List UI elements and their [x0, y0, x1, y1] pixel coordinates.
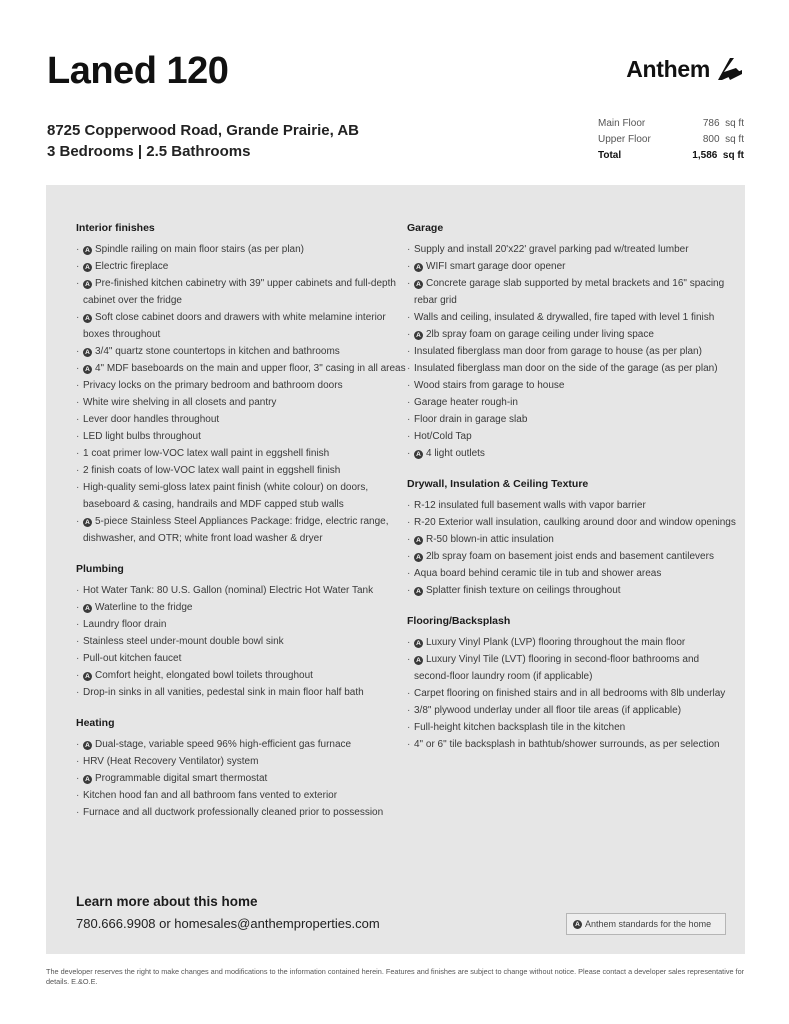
feature-text: Waterline to the fridge — [95, 602, 193, 613]
bullet-icon: · — [407, 568, 411, 579]
feature-item — [76, 428, 406, 445]
anthem-standard-icon: A — [414, 639, 423, 648]
feature-item — [76, 667, 406, 684]
feature-item — [76, 513, 406, 547]
features-column-right — [407, 219, 737, 766]
anthem-standard-icon: A — [414, 656, 423, 665]
feature-item — [76, 599, 406, 616]
feature-section — [76, 560, 406, 701]
bullet-icon: · — [407, 380, 411, 391]
feature-item — [76, 377, 406, 394]
area-label: Total — [598, 150, 622, 161]
feature-list — [76, 582, 406, 701]
bullet-icon: · — [76, 585, 80, 596]
feature-text: 4" or 6" tile backsplash in bathtub/shower surrounds, as per selection — [414, 739, 720, 750]
feature-item — [407, 548, 737, 565]
feature-text: Luxury Vinyl Tile (LVT) flooring in second-floor bathrooms and second-floor laundry room (if applicable) — [414, 654, 700, 682]
feature-text: Spindle railing on main floor stairs (as per plan) — [95, 244, 304, 255]
legend-label: Anthem standards for the home — [585, 919, 712, 929]
feature-text: 2 finish coats of low-VOC latex wall paint in eggshell finish — [83, 465, 341, 476]
feature-list — [407, 497, 737, 599]
area-value: 1,586 — [692, 150, 718, 161]
feature-text: Concrete garage slab supported by metal brackets and 16" spacing rebar grid — [414, 278, 725, 306]
anthem-standard-icon: A — [83, 775, 92, 784]
anthem-standard-icon: A — [83, 280, 92, 289]
feature-item — [407, 497, 737, 514]
feature-list — [407, 241, 737, 462]
feature-item — [76, 633, 406, 650]
feature-item — [407, 531, 737, 548]
feature-item — [76, 616, 406, 633]
feature-item — [407, 445, 737, 462]
area-row-upper — [598, 132, 744, 148]
feature-text: Splatter finish texture on ceilings throughout — [426, 585, 621, 596]
section-title: Plumbing — [76, 563, 124, 575]
anthem-standard-icon: A — [414, 263, 423, 272]
brand-name: Anthem — [626, 55, 710, 82]
feature-text: WIFI smart garage door opener — [426, 261, 566, 272]
feature-item — [407, 275, 737, 309]
feature-item — [76, 479, 406, 513]
bullet-icon: · — [76, 516, 80, 527]
feature-item — [407, 634, 737, 651]
bullet-icon: · — [407, 705, 411, 716]
area-unit: sq ft — [722, 150, 744, 161]
feature-item — [407, 428, 737, 445]
feature-text: Kitchen hood fan and all bathroom fans vented to exterior — [83, 790, 338, 801]
area-unit: sq ft — [725, 134, 744, 145]
feature-item — [76, 787, 406, 804]
feature-item — [76, 343, 406, 360]
anthem-standard-icon: A — [414, 331, 423, 340]
feature-item — [407, 394, 737, 411]
bullet-icon: · — [76, 773, 80, 784]
bullet-icon: · — [76, 619, 80, 630]
feature-item — [407, 651, 737, 685]
anthem-standard-icon: A — [83, 314, 92, 323]
anthem-standard-icon: A — [414, 587, 423, 596]
feature-item — [407, 514, 737, 531]
anthem-standard-icon: A — [83, 518, 92, 527]
area-label: Main Floor — [598, 118, 646, 129]
bullet-icon: · — [407, 722, 411, 733]
feature-section — [407, 219, 737, 462]
feature-text: 2lb spray foam on garage ceiling under living space — [426, 329, 654, 340]
feature-item — [76, 804, 406, 821]
feature-item — [407, 685, 737, 702]
feature-item — [76, 258, 406, 275]
feature-text: Wood stairs from garage to house — [414, 380, 565, 391]
feature-text: Walls and ceiling, insulated & drywalled, fire taped with level 1 finish — [414, 312, 715, 323]
bullet-icon: · — [76, 636, 80, 647]
bullet-icon: · — [76, 807, 80, 818]
feature-text: R-12 insulated full basement walls with vapor barrier — [414, 500, 646, 511]
feature-text: R-20 Exterior wall insulation, caulking around door and window openings — [414, 517, 736, 528]
feature-text: 4" MDF baseboards on the main and upper floor, 3" casing in all areas — [95, 363, 406, 374]
area-row-main — [598, 116, 744, 132]
feature-section — [76, 714, 406, 821]
feature-item — [407, 360, 737, 377]
feature-text: Hot/Cold Tap — [414, 431, 472, 442]
standards-legend — [566, 913, 726, 935]
learn-more-heading: Learn more about this home — [76, 894, 258, 909]
anthem-standard-icon: A — [83, 741, 92, 750]
area-label: Upper Floor — [598, 134, 651, 145]
section-title: Interior finishes — [76, 222, 155, 234]
bullet-icon: · — [407, 448, 411, 459]
feature-text: Programmable digital smart thermostat — [95, 773, 268, 784]
bullet-icon: · — [76, 653, 80, 664]
feature-text: White wire shelving in all closets and pantry — [83, 397, 277, 408]
feature-text: Stainless steel under-mount double bowl sink — [83, 636, 284, 647]
feature-section — [76, 219, 406, 547]
bullet-icon: · — [407, 534, 411, 545]
feature-text: Comfort height, elongated bowl toilets throughout — [95, 670, 313, 681]
feature-text: Lever door handles throughout — [83, 414, 220, 425]
feature-item — [407, 377, 737, 394]
feature-item — [407, 702, 737, 719]
bullet-icon: · — [407, 363, 411, 374]
feature-text: Dual-stage, variable speed 96% high-efficient gas furnace — [95, 739, 352, 750]
bullet-icon: · — [76, 687, 80, 698]
feature-section — [407, 475, 737, 599]
bullet-icon: · — [407, 551, 411, 562]
feature-item — [76, 411, 406, 428]
feature-text: Furnace and all ductwork professionally cleaned prior to possession — [83, 807, 384, 818]
feature-item — [407, 258, 737, 275]
feature-section — [407, 612, 737, 753]
feature-text: Insulated fiberglass man door from garage to house (as per plan) — [414, 346, 702, 357]
feature-text: Electric fireplace — [95, 261, 169, 272]
area-value: 786 — [702, 118, 720, 129]
bullet-icon: · — [407, 637, 411, 648]
feature-item — [76, 684, 406, 701]
feature-text: Insulated fiberglass man door on the side of the garage (as per plan) — [414, 363, 718, 374]
feature-text: Aqua board behind ceramic tile in tub and shower areas — [414, 568, 662, 579]
bed-bath-summary: 3 Bedrooms | 2.5 Bathrooms — [47, 143, 251, 160]
feature-item — [76, 309, 406, 343]
features-panel — [46, 185, 745, 954]
brand-logo-block — [626, 54, 744, 84]
bullet-icon: · — [407, 688, 411, 699]
feature-text: 2lb spray foam on basement joist ends and basement cantilevers — [426, 551, 714, 562]
feature-text: Luxury Vinyl Plank (LVP) flooring throughout the main floor — [426, 637, 686, 648]
bullet-icon: · — [76, 465, 80, 476]
bullet-icon: · — [76, 482, 80, 493]
feature-text: 1 coat primer low-VOC latex wall paint in eggshell finish — [83, 448, 330, 459]
area-row-total — [598, 148, 744, 164]
bullet-icon: · — [76, 380, 80, 391]
feature-item — [407, 343, 737, 360]
feature-item — [407, 309, 737, 326]
section-title: Heating — [76, 717, 115, 729]
bullet-icon: · — [76, 244, 80, 255]
bullet-icon: · — [76, 756, 80, 767]
bullet-icon: · — [407, 654, 411, 665]
feature-text: Floor drain in garage slab — [414, 414, 528, 425]
area-value: 800 — [702, 134, 720, 145]
features-column-left — [76, 219, 406, 834]
feature-item — [407, 326, 737, 343]
feature-text: 3/4" quartz stone countertops in kitchen and bathrooms — [95, 346, 340, 357]
feature-text: Soft close cabinet doors and drawers with white melamine interior boxes throughout — [83, 312, 386, 340]
feature-item — [76, 394, 406, 411]
bullet-icon: · — [76, 363, 80, 374]
anthem-standard-icon: A — [83, 263, 92, 272]
bullet-icon: · — [407, 329, 411, 340]
feature-item — [76, 445, 406, 462]
bullet-icon: · — [407, 346, 411, 357]
bullet-icon: · — [407, 312, 411, 323]
feature-text: HRV (Heat Recovery Ventilator) system — [83, 756, 259, 767]
bullet-icon: · — [76, 431, 80, 442]
bullet-icon: · — [76, 670, 80, 681]
bullet-icon: · — [76, 448, 80, 459]
feature-text: LED light bulbs throughout — [83, 431, 201, 442]
feature-item — [76, 753, 406, 770]
bullet-icon: · — [407, 431, 411, 442]
feature-text: Pull-out kitchen faucet — [83, 653, 182, 664]
feature-item — [407, 565, 737, 582]
area-table — [598, 116, 744, 164]
property-address: 8725 Copperwood Road, Grande Prairie, AB — [47, 122, 360, 139]
bullet-icon: · — [407, 397, 411, 408]
bullet-icon: · — [407, 414, 411, 425]
anthem-standard-icon: A — [83, 604, 92, 613]
feature-item — [407, 736, 737, 753]
bullet-icon: · — [76, 261, 80, 272]
feature-item — [76, 360, 406, 377]
feature-list — [407, 634, 737, 753]
section-title: Flooring/Backsplash — [407, 615, 511, 627]
feature-list — [76, 241, 406, 547]
feature-text: Privacy locks on the primary bedroom and bathroom doors — [83, 380, 343, 391]
feature-item — [76, 650, 406, 667]
bullet-icon: · — [76, 312, 80, 323]
feature-item — [76, 736, 406, 753]
anthem-logo-icon — [714, 54, 744, 84]
feature-item — [407, 411, 737, 428]
anthem-standard-icon: A — [83, 246, 92, 255]
bullet-icon: · — [76, 346, 80, 357]
feature-item — [407, 719, 737, 736]
bullet-icon: · — [76, 397, 80, 408]
bullet-icon: · — [407, 278, 411, 289]
disclaimer-text: The developer reserves the right to make changes and modifications to the information contained herein. Features and finishes are subject to change without notice. Please contact a developer sales representative for details. E.&O.E. — [46, 967, 745, 986]
feature-item — [76, 241, 406, 258]
feature-text: R-50 blown-in attic insulation — [426, 534, 554, 545]
anthem-standard-icon: A — [414, 450, 423, 459]
section-title: Garage — [407, 222, 444, 234]
bullet-icon: · — [407, 517, 411, 528]
bullet-icon: · — [76, 602, 80, 613]
feature-text: High-quality semi-gloss latex paint finish (white colour) on doors, baseboard & casing, handrails and MDF capped stub walls — [83, 482, 369, 510]
anthem-standard-icon: A — [573, 920, 582, 929]
feature-text: Full-height kitchen backsplash tile in the kitchen — [414, 722, 626, 733]
feature-text: Garage heater rough-in — [414, 397, 518, 408]
feature-text: Supply and install 20'x22' gravel parking pad w/treated lumber — [414, 244, 689, 255]
bullet-icon: · — [407, 500, 411, 511]
bullet-icon: · — [76, 278, 80, 289]
bullet-icon: · — [407, 585, 411, 596]
anthem-standard-icon: A — [414, 536, 423, 545]
feature-item — [76, 770, 406, 787]
page-title: Laned 120 — [47, 50, 229, 92]
feature-text: Carpet flooring on finished stairs and in all bedrooms with 8lb underlay — [414, 688, 726, 699]
bullet-icon: · — [76, 790, 80, 801]
anthem-standard-icon: A — [414, 553, 423, 562]
anthem-standard-icon: A — [83, 672, 92, 681]
feature-list — [76, 736, 406, 821]
section-title: Drywall, Insulation & Ceiling Texture — [407, 478, 589, 490]
feature-text: 4 light outlets — [426, 448, 485, 459]
feature-item — [76, 275, 406, 309]
feature-text: Hot Water Tank: 80 U.S. Gallon (nominal) Electric Hot Water Tank — [83, 585, 374, 596]
feature-text: 3/8" plywood underlay under all floor tile areas (if applicable) — [414, 705, 682, 716]
anthem-standard-icon: A — [83, 365, 92, 374]
feature-item — [407, 241, 737, 258]
feature-item — [76, 462, 406, 479]
anthem-standard-icon: A — [414, 280, 423, 289]
bullet-icon: · — [76, 739, 80, 750]
feature-text: Laundry floor drain — [83, 619, 167, 630]
feature-item — [407, 582, 737, 599]
feature-text: Pre-finished kitchen cabinetry with 39" upper cabinets and full-depth cabinet over the fridge — [83, 278, 396, 306]
feature-item — [76, 582, 406, 599]
bullet-icon: · — [407, 739, 411, 750]
feature-text: Drop-in sinks in all vanities, pedestal sink in main floor half bath — [83, 687, 364, 698]
anthem-standard-icon: A — [83, 348, 92, 357]
contact-info[interactable]: 780.666.9908 or homesales@anthemproperties.com — [76, 916, 380, 931]
feature-text: 5-piece Stainless Steel Appliances Package: fridge, electric range, dishwasher, and OTR; white front load washer & dryer — [83, 516, 389, 544]
bullet-icon: · — [407, 244, 411, 255]
area-unit: sq ft — [725, 118, 744, 129]
bullet-icon: · — [76, 414, 80, 425]
bullet-icon: · — [407, 261, 411, 272]
